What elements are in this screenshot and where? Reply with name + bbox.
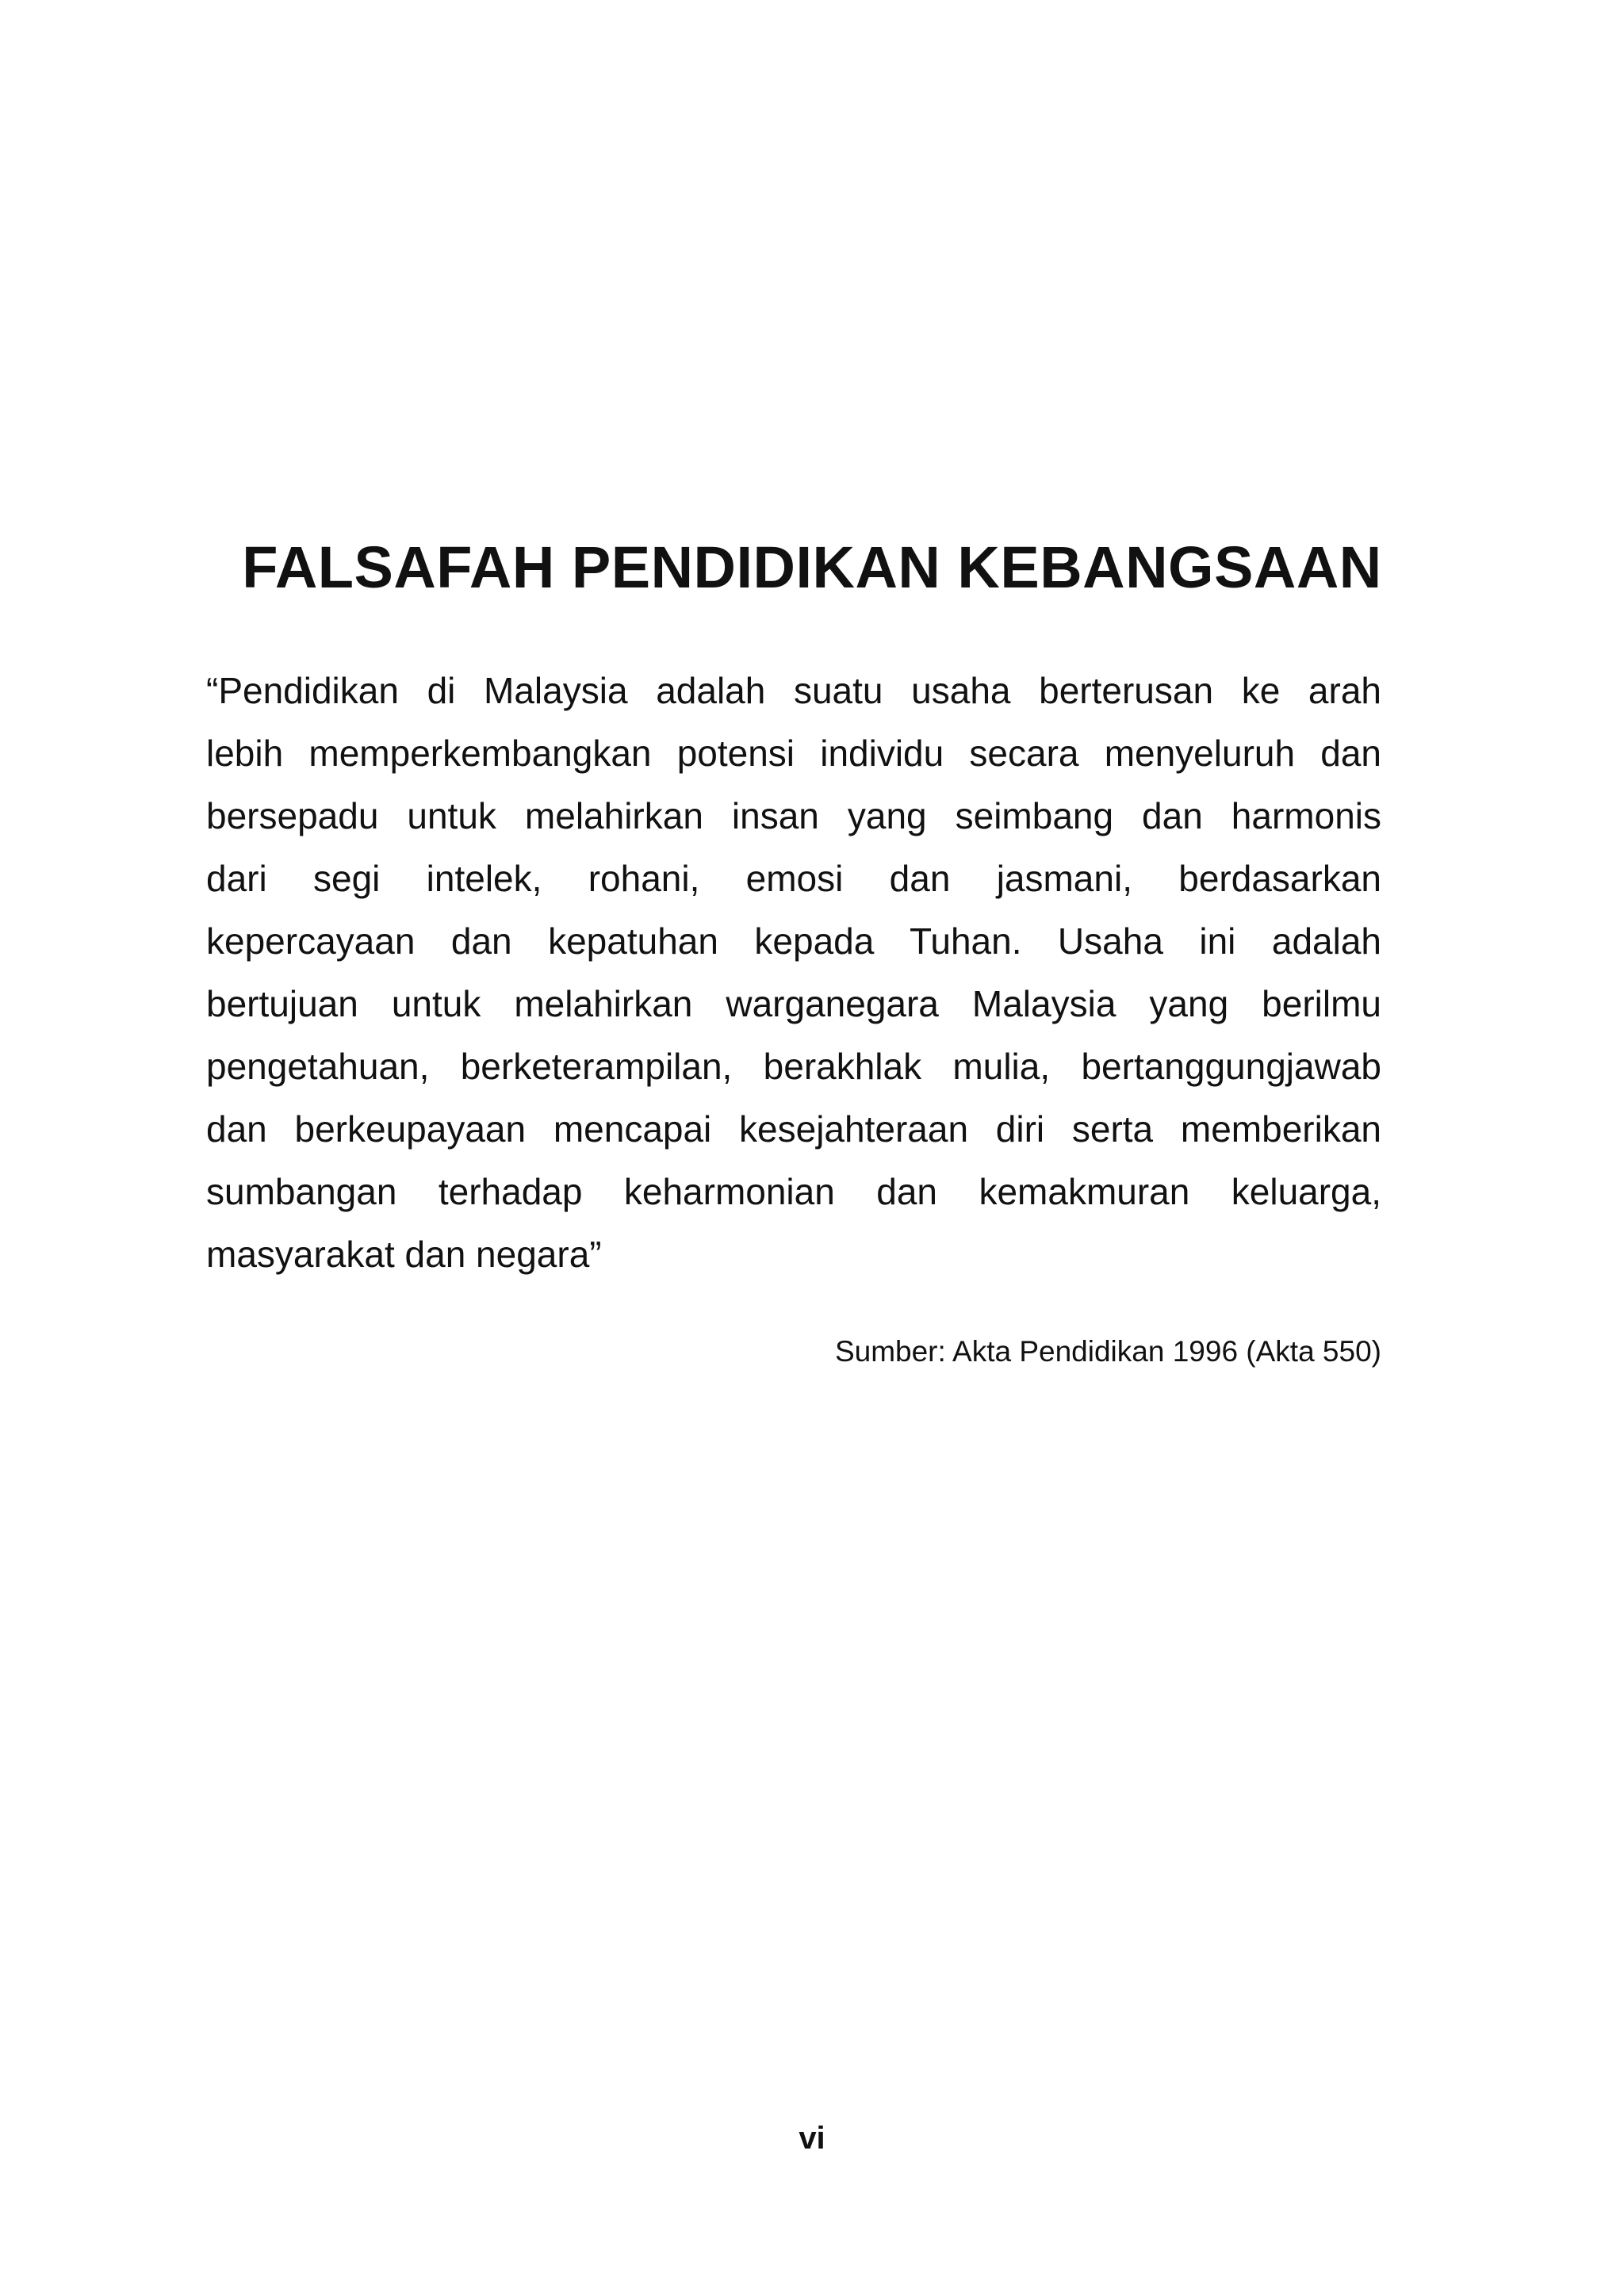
quote-line: masyarakat dan negara” (206, 1234, 602, 1275)
quote-line: bersepadu untuk melahirkan insan yang seimbang dan harmonis (206, 795, 1381, 836)
page-number: vi (799, 2121, 825, 2156)
quote-line: lebih memperkembangkan potensi individu secara menyeluruh dan (206, 733, 1381, 774)
quote-line: dan berkeupayaan mencapai kesejahteraan diri serta memberikan (206, 1108, 1381, 1150)
quote-line: pengetahuan, berketerampilan, berakhlak mulia, bertanggungjawab (206, 1046, 1381, 1087)
quote-line: kepercayaan dan kepatuhan kepada Tuhan. Usaha ini adalah (206, 920, 1381, 962)
quote-paragraph (206, 660, 1381, 1286)
quote-line: “Pendidikan di Malaysia adalah suatu usaha berterusan ke arah (206, 670, 1381, 711)
quote-line: sumbangan terhadap keharmonian dan kemakmuran keluarga, (206, 1171, 1381, 1212)
source-citation: Sumber: Akta Pendidikan 1996 (Akta 550) (834, 1335, 1381, 1368)
quote-line: bertujuan untuk melahirkan warganegara Malaysia yang berilmu (206, 983, 1381, 1024)
quote-line: dari segi intelek, rohani, emosi dan jasmani, berdasarkan (206, 858, 1381, 899)
page-title: FALSAFAH PENDIDIKAN KEBANGSAAN (242, 534, 1382, 600)
